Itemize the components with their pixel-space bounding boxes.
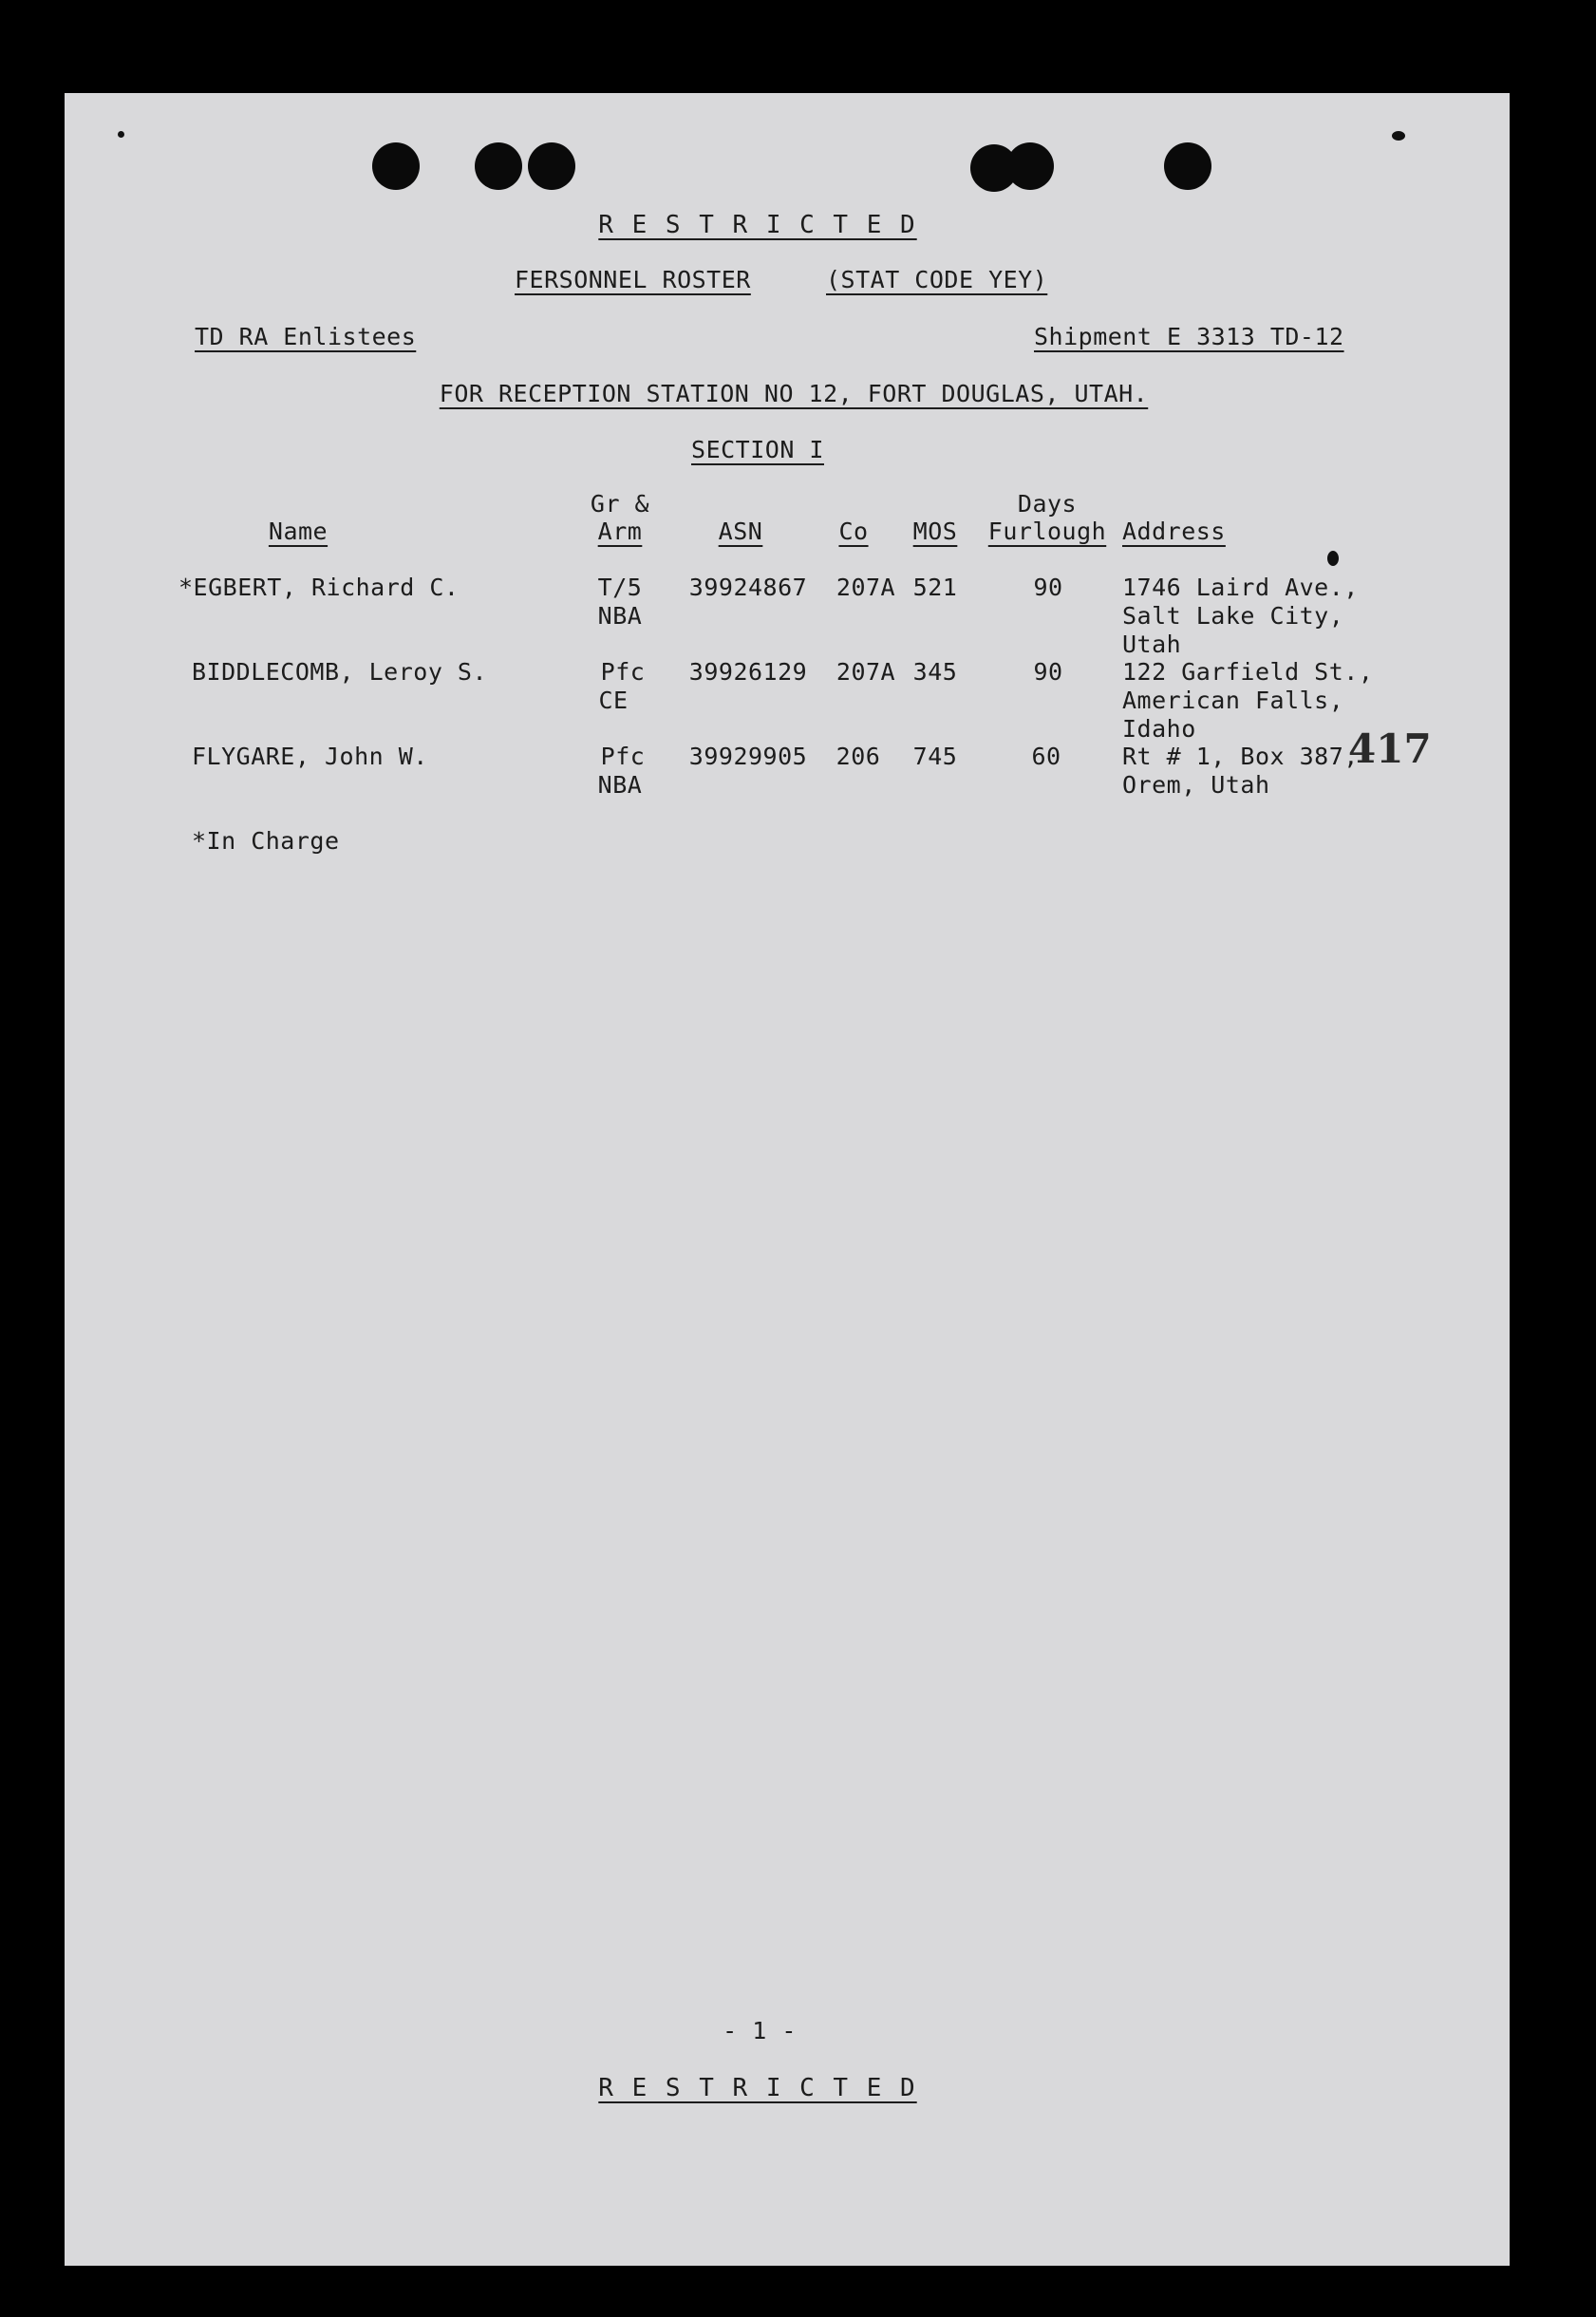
- page-number: - 1 -: [723, 2017, 797, 2044]
- punch-hole: [372, 142, 420, 190]
- punch-hole: [528, 142, 575, 190]
- furlough-days: 90: [1033, 658, 1063, 686]
- company: 206: [836, 743, 881, 770]
- address-line: Rt # 1, Box 387,: [1122, 743, 1359, 770]
- address-line: Utah: [1122, 631, 1182, 658]
- grade: Pfc: [600, 743, 646, 770]
- soldier-name: *EGBERT, Richard C.: [178, 574, 460, 601]
- col-address: Address: [1122, 518, 1226, 545]
- grade: T/5: [597, 574, 643, 601]
- col-gr-arm: Arm: [597, 518, 643, 545]
- furlough-days: 90: [1033, 574, 1063, 601]
- asn: 39929905: [688, 743, 808, 770]
- furlough-days: 60: [1031, 743, 1061, 770]
- stat-code: (STAT CODE YEY): [826, 266, 1048, 293]
- classification-bottom: R E S T R I C T E D: [598, 2074, 917, 2102]
- roster-title: FERSONNEL ROSTER: [515, 266, 751, 293]
- footnote: *In Charge: [192, 827, 340, 855]
- soldier-name: BIDDLECOMB, Leroy S.: [192, 658, 488, 686]
- company: 207A: [836, 658, 896, 686]
- col-gr-arm-top: Gr &: [590, 490, 650, 518]
- shipment-number: Shipment E 3313 TD-12: [1034, 323, 1344, 350]
- document-page: [65, 93, 1510, 2266]
- grade: Pfc: [600, 658, 646, 686]
- address-line: 1746 Laird Ave.,: [1122, 574, 1359, 601]
- mos: 521: [912, 574, 958, 601]
- address-line: American Falls,: [1122, 687, 1344, 714]
- destination: FOR RECEPTION STATION NO 12, FORT DOUGLAS, UTAH.: [439, 380, 1149, 407]
- asn: 39924867: [688, 574, 808, 601]
- arm: NBA: [597, 771, 643, 799]
- punch-hole: [1164, 142, 1211, 190]
- col-co: Co: [838, 518, 869, 545]
- enlistee-group: TD RA Enlistees: [195, 323, 417, 350]
- arm: NBA: [597, 602, 643, 630]
- punch-hole: [475, 142, 522, 190]
- address-line: Salt Lake City,: [1122, 602, 1344, 630]
- mos: 745: [912, 743, 958, 770]
- punch-hole: [1006, 142, 1054, 190]
- col-name: Name: [268, 518, 329, 545]
- company: 207A: [836, 574, 896, 601]
- section-heading: SECTION I: [691, 436, 824, 463]
- ink-speck: [1392, 131, 1405, 141]
- ink-speck: [118, 131, 124, 138]
- ink-speck: [1327, 551, 1339, 566]
- col-days-furlough: Furlough: [987, 518, 1107, 545]
- soldier-name: FLYGARE, John W.: [192, 743, 428, 770]
- col-asn: ASN: [718, 518, 763, 545]
- asn: 39926129: [688, 658, 808, 686]
- classification-top: R E S T R I C T E D: [598, 211, 917, 239]
- col-mos: MOS: [912, 518, 958, 545]
- col-days-top: Days: [1017, 490, 1078, 518]
- arm: CE: [598, 687, 629, 714]
- address-line: 122 Garfield St.,: [1122, 658, 1374, 686]
- address-line: Orem, Utah: [1122, 771, 1270, 799]
- stamped-number: 417: [1348, 725, 1432, 772]
- mos: 345: [912, 658, 958, 686]
- address-line: Idaho: [1122, 715, 1196, 743]
